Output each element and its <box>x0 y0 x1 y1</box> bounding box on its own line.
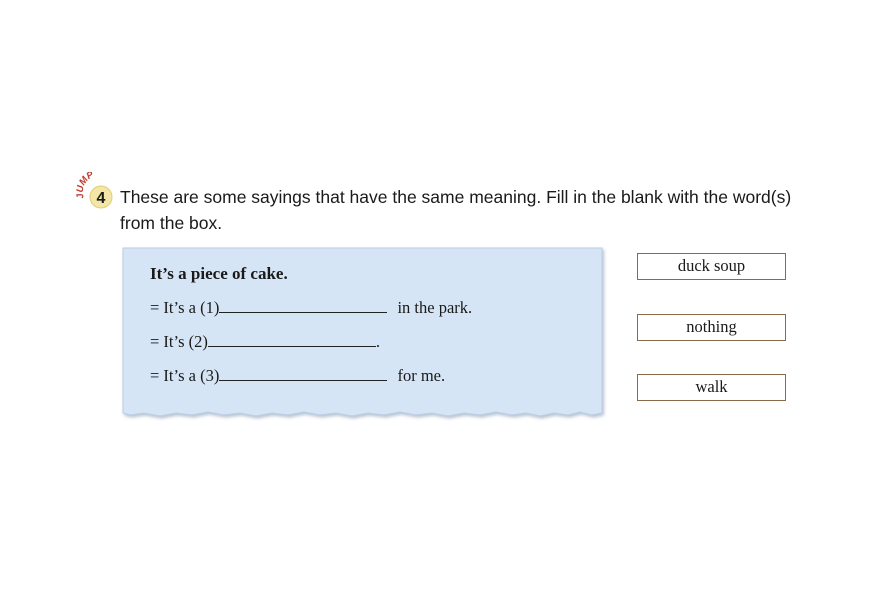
line-1-prefix: = It’s a (1) <box>150 298 220 317</box>
badge-word: JUMP <box>74 172 96 200</box>
card-line-3 <box>150 366 472 386</box>
card-saying: It’s a piece of cake. <box>150 264 288 283</box>
exercise-number: 4 <box>96 190 106 207</box>
line-1-suffix: in the park. <box>397 298 473 317</box>
line-2-suffix: . <box>375 332 381 351</box>
card-line-1 <box>150 298 472 318</box>
word-box-option: duck soup <box>637 253 786 280</box>
jump-badge-icon <box>74 172 120 212</box>
blank-3[interactable] <box>219 366 387 381</box>
word-box-option: nothing <box>637 314 786 341</box>
line-3-suffix: for me. <box>397 366 446 385</box>
card-line-2 <box>150 332 472 352</box>
blank-1[interactable] <box>219 298 387 313</box>
exercise-number-badge <box>74 172 120 212</box>
exercise-instruction: These are some sayings that have the same meaning. Fill in the blank with the word(s) from the box. <box>120 187 792 233</box>
blank-2[interactable] <box>208 332 376 347</box>
sayings-card <box>122 247 602 415</box>
line-3-prefix: = It’s a (3) <box>150 366 220 385</box>
word-box-option: walk <box>637 374 786 401</box>
line-2-prefix: = It’s (2) <box>150 332 208 351</box>
